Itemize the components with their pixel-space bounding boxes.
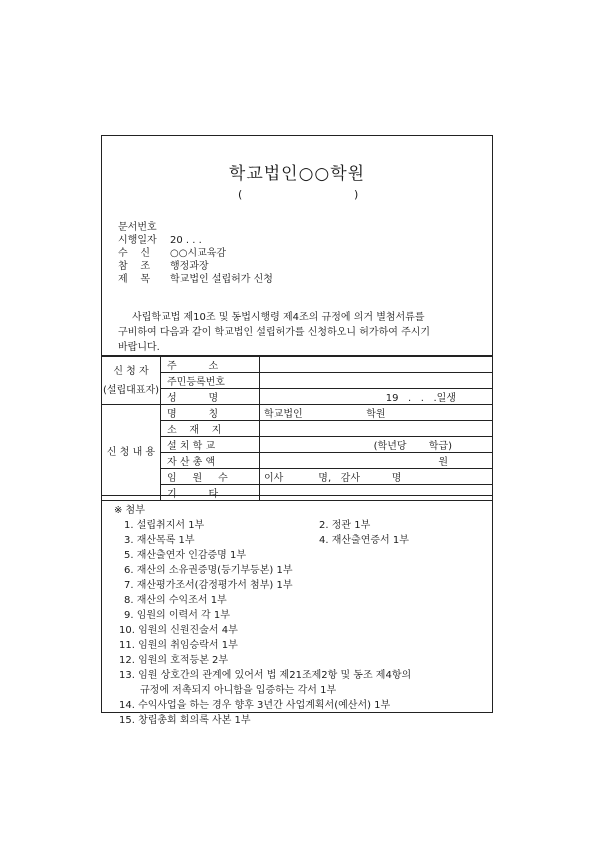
attachment-item: 10. 임원의 신원진술서 4부 [119, 625, 238, 636]
other-field[interactable] [260, 485, 493, 501]
meta-label: 문서번호 [118, 222, 157, 233]
applicant-row-address [102, 357, 492, 373]
application-form [101, 135, 493, 726]
meta-row-subject [118, 274, 273, 287]
attachment-item: 7. 재산평가조서(감정평가서 첨부) 1부 [124, 580, 293, 591]
applicant-group-label [102, 357, 161, 405]
detail-row-officers [102, 469, 492, 485]
form-header [102, 136, 492, 355]
request-line-3: 바랍니다. [118, 342, 160, 353]
detail-row-school [102, 437, 492, 453]
attachment-item: 11. 임원의 취임승락서 1부 [119, 640, 238, 651]
meta-label: 참 조 [118, 261, 151, 272]
request-line-1: 사립학교법 제10조 및 동법시행령 제4조의 규정에 의거 별첨서류를 [132, 312, 425, 323]
attachment-item: 9. 임원의 이력서 각 1부 [124, 610, 230, 621]
details-group-label: 신 청 내 용 [102, 405, 161, 501]
name-field[interactable]: 19 . . .일생 [260, 389, 493, 405]
attachment-item-continued: 규정에 저촉되지 아니함을 입증하는 각서 1부 [140, 685, 337, 696]
detail-row-location [102, 421, 492, 437]
attachment-item: 15. 창립총회 회의록 사본 1부 [119, 715, 251, 726]
attachment-item: 5. 재산출연자 인감증명 1부 [124, 550, 247, 561]
meta-label: 제 목 [118, 274, 151, 285]
form-title: 학교법인○○학원 [228, 164, 366, 184]
assets-field[interactable]: 원 [260, 453, 493, 469]
meta-row-date [118, 235, 273, 248]
id-number-field[interactable] [260, 373, 493, 389]
meta-value: ○○시교육감 [170, 248, 227, 259]
meta-row-recipient [118, 248, 273, 261]
applicant-label: 신 청 자 [113, 365, 149, 377]
attachment-item: 8. 재산의 수익조서 1부 [124, 595, 227, 606]
attachments-section [102, 495, 492, 726]
school-field[interactable]: (학년당 학급) [260, 437, 493, 453]
field-label: 소 재 지 [161, 421, 260, 437]
officers-field[interactable]: 이사 명, 감사 명 [260, 469, 493, 485]
paren-open: ( [238, 188, 243, 201]
paren-close: ) [354, 188, 359, 201]
meta-value: 학교법인 설립허가 신청 [170, 274, 273, 285]
info-table [102, 355, 492, 501]
detail-row-name [102, 405, 492, 421]
field-label: 명 칭 [161, 405, 260, 421]
attachments-header: ※ 첨부 [114, 505, 145, 516]
field-label: 설 치 학 교 [161, 437, 260, 453]
detail-row-assets [102, 453, 492, 469]
attachment-item: 4. 재산출연증서 1부 [319, 535, 409, 546]
meta-value: 20 . . . [170, 235, 202, 246]
meta-label: 시행일자 [118, 235, 157, 246]
attachment-item: 1. 설립취지서 1부 [124, 520, 205, 531]
attachment-item: 12. 임원의 호적등본 2부 [119, 655, 229, 666]
meta-value: 행정과장 [170, 261, 209, 272]
request-line-2: 구비하여 다음과 같이 학교법인 설립허가를 신청하오니 허가하여 주시기 [118, 327, 431, 338]
applicant-row-id [102, 373, 492, 389]
applicant-sublabel: (설립대표자) [102, 384, 160, 396]
attachment-item: 14. 수익사업을 하는 경우 향후 3년간 사업계획서(예산서) 1부 [119, 700, 391, 711]
field-label: 자 산 총 액 [161, 453, 260, 469]
attachment-item: 6. 재산의 소유권증명(등기부등본) 1부 [124, 565, 293, 576]
corporation-name-field[interactable]: 학교법인 학원 [260, 405, 493, 421]
applicant-row-name [102, 389, 492, 405]
field-label: 주민등록번호 [161, 373, 260, 389]
field-label: 기 타 [161, 485, 260, 501]
request-text [118, 310, 484, 355]
field-label: 성 명 [161, 389, 260, 405]
meta-label: 수 신 [118, 248, 151, 259]
attachment-item: 2. 정관 1부 [319, 520, 371, 531]
location-field[interactable] [260, 421, 493, 437]
field-label: 임 원 수 [161, 469, 260, 485]
meta-block [118, 222, 273, 287]
address-field[interactable] [260, 357, 493, 373]
attachment-item: 3. 재산목록 1부 [124, 535, 195, 546]
meta-row-doc-number [118, 222, 273, 235]
attachment-item: 13. 임원 상호간의 관계에 있어서 법 제21조제2항 및 동조 제4항의 [119, 670, 412, 681]
detail-row-other [102, 485, 492, 501]
field-label: 주 소 [161, 357, 260, 373]
meta-row-reference [118, 261, 273, 274]
